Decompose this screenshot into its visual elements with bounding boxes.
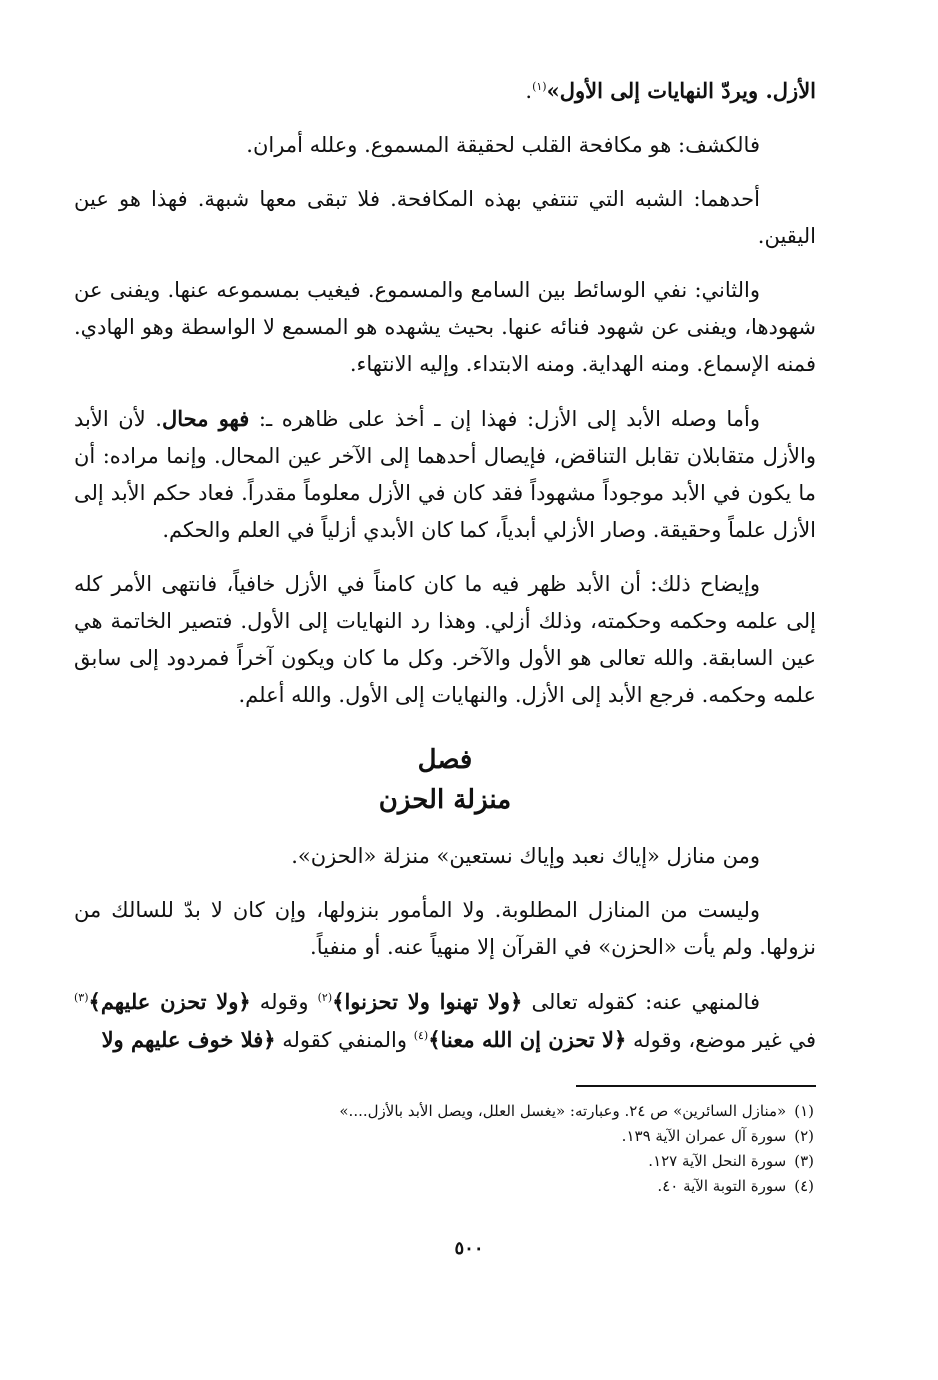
footnote-text: سورة النحل الآية ١٢٧. [648, 1152, 787, 1170]
text-segment: في غير موضع، وقوله [626, 1028, 816, 1052]
footnote-number: (١) [794, 1102, 814, 1120]
page-number: ٥٠٠ [454, 1238, 484, 1259]
text-segment: أحدهما: الشبه التي تنتفي بهذه المكافحة. فلا تبقى معها شبهة. فهذا هو عين اليقين. [74, 187, 816, 248]
footnote-ref: (٢) [317, 991, 333, 1004]
text-segment: وأما وصله الأبد إلى الأزل: فهذا إن ـ أخذ على ظاهره ـ: [249, 407, 760, 431]
text-segment: وقوله [250, 990, 318, 1014]
footnote-text: «منازل السائرين» ص ٢٤. وعبارته: «يغسل العلل، ويصل الأبد بالأزل....» [339, 1102, 787, 1120]
emphasis-text: ﴿ولا تهنوا ولا تحزنوا﴾ [332, 989, 523, 1014]
text-segment: فالكشف: هو مكافحة القلب لحقيقة المسموع. وعلله أمران. [246, 133, 760, 157]
text-segment: . لأن الأبد والأزل متقابلان تقابل التناقض، فإيصال أحدهما إلى الآخر عين المحال. وإنما مراده: أن ما يكون في الأبد موجوداً مشهوداً فقد كان في الأزل معلوماً مقدراً. فعاد حكم الأبد إلى الأزل علماً وحقيقة. وصار الأزلي أبدياً، كما كان الأبدي أزلياً في العلم والحكم. [74, 407, 816, 542]
text-segment: ومن منازل «إياك نعبد وإياك نستعين» منزلة «الحزن». [291, 844, 760, 868]
footnote-text: سورة التوبة الآية ٤٠. [657, 1177, 787, 1195]
top-paragraph [74, 127, 816, 164]
text-segment: والثاني: نفي الوسائط بين السامع والمسموع. فيغيب بمسموعه عنها. ويفنى عن شهودها، ويفنى عن شهود فنائه عنها. بحيث يشهده هو المسمع لا الواسطة وهو الهادي. فمنه الإسماع. ومنه الهداية. ومنه الابتداء. وإليه الانتهاء. [74, 278, 816, 376]
footnote-number: (٤) [794, 1177, 814, 1195]
footnote-number: (٢) [794, 1127, 814, 1145]
footnote-ref: (١) [532, 80, 547, 93]
top-paragraph [74, 272, 816, 383]
book-page [74, 72, 816, 1362]
text-segment: فالمنهي عنه: كقوله تعالى [522, 990, 760, 1014]
footnotes [74, 1099, 816, 1199]
text-segment: وليست من المنازل المطلوبة. ولا المأمور بنزولها، وإن كان لا بدّ للسالك من نزولها. ولم يأت «الحزن» في القرآن إلا منهياً عنه. أو منفياً. [74, 898, 816, 959]
top-paragraph [74, 72, 816, 110]
body-text-top [74, 72, 816, 714]
footnote-ref: (٤) [413, 1029, 429, 1042]
emphasis-text: الأزل. ويردّ النهايات إلى الأول» [546, 78, 816, 103]
top-paragraph [74, 566, 816, 714]
emphasis-text: ﴿ولا تحزن عليهم﴾ [88, 989, 251, 1014]
section-subtitle: منزلة الحزن [378, 785, 512, 815]
section-title: فصل [417, 745, 473, 775]
footnote-divider [576, 1085, 816, 1087]
emphasis-text: ﴿فلا خوف عليهم ولا [101, 1027, 276, 1052]
top-paragraph [74, 400, 816, 549]
footnote-item [74, 1174, 816, 1199]
footnote-number: (٣) [794, 1152, 814, 1170]
text-segment: وإيضاح ذلك: أن الأبد ظهر فيه ما كان كامناً في الأزل خافياً، فانتهى الأمر كله إلى علمه وحكمه وحكمته، وذلك أزلي. وهذا رد النهايات إلى الأول. فتصير الخاتمة هي عين السابقة. والله تعالى هو الأول والآخر. وكل ما كان ويكون آخراً فمردود إلى سابق علمه وحكمه. فرجع الأبد إلى الأزل. والنهايات إلى الأول. والله أعلم. [74, 572, 816, 707]
footnote-text: سورة آل عمران الآية ١٣٩. [621, 1127, 787, 1145]
bottom-paragraph [74, 983, 816, 1059]
bottom-paragraph [74, 838, 816, 875]
bottom-paragraph [74, 892, 816, 966]
footnote-item [74, 1149, 816, 1174]
emphasis-text: ﴿لا تحزن إن الله معنا﴾ [428, 1027, 627, 1052]
top-paragraph [74, 181, 816, 255]
footnote-item [74, 1099, 816, 1124]
section-heading [74, 740, 816, 820]
footnote-item [74, 1124, 816, 1149]
text-segment: . [525, 79, 533, 103]
emphasis-text: فهو محال [162, 406, 250, 431]
text-segment: والمنفي كقوله [275, 1028, 414, 1052]
footnote-ref: (٣) [74, 991, 89, 1004]
body-text-bottom [74, 838, 816, 1059]
